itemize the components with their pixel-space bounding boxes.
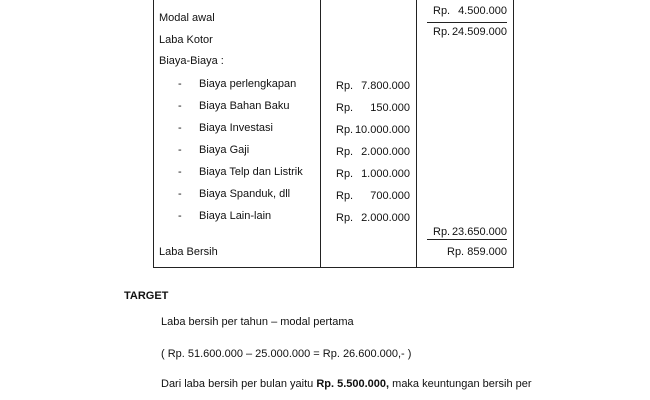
expense-amount: Rp. 7.800.000 bbox=[336, 80, 410, 92]
target-line-3: Dari laba bersih per bulan yaitu Rp. 5.500.000, maka keuntungan bersih per bbox=[161, 378, 532, 390]
table-divider-2 bbox=[416, 0, 417, 268]
bullet-dash: - bbox=[178, 210, 182, 222]
target-line-1: Laba bersih per tahun – modal pertama bbox=[161, 316, 354, 328]
amount-laba-bersih: Rp. 859.000 bbox=[447, 246, 507, 258]
expense-label: Biaya Lain-lain bbox=[199, 210, 272, 222]
bullet-dash: - bbox=[178, 122, 182, 134]
expense-label: Biaya Bahan Baku bbox=[199, 100, 290, 112]
expense-label: Biaya Telp dan Listrik bbox=[199, 166, 303, 178]
expense-amount: Rp. 2.000.000 bbox=[336, 146, 410, 158]
table-border-bottom bbox=[153, 267, 514, 268]
bullet-dash: - bbox=[178, 166, 182, 178]
expense-amount: Rp. 2.000.000 bbox=[336, 212, 410, 224]
expense-amount: Rp. 1.000.000 bbox=[336, 168, 410, 180]
row-label-biaya-biaya: Biaya-Biaya : bbox=[159, 55, 224, 67]
row-label-laba-bersih: Laba Bersih bbox=[159, 246, 218, 258]
amount-total-expenses: Rp. 23.650.000 bbox=[433, 226, 507, 238]
expense-label: Biaya Gaji bbox=[199, 144, 250, 156]
bullet-dash: - bbox=[178, 78, 182, 90]
expense-amount: Rp. 150.000 bbox=[336, 102, 410, 114]
expense-label: Biaya Investasi bbox=[199, 122, 273, 134]
total-expenses-underline bbox=[427, 239, 507, 240]
modal-underline bbox=[427, 22, 507, 23]
row-label-modal-awal: Modal awal bbox=[159, 12, 215, 24]
amount-modal-awal: Rp. 4.500.000 bbox=[433, 5, 507, 17]
expense-amount: Rp. 10.000.000 bbox=[336, 124, 410, 136]
row-label-laba-kotor: Laba Kotor bbox=[159, 34, 213, 46]
bullet-dash: - bbox=[178, 144, 182, 156]
expense-amount: Rp. 700.000 bbox=[336, 190, 410, 202]
table-border-left bbox=[153, 0, 154, 268]
table-divider-1 bbox=[320, 0, 321, 268]
section-title-target: TARGET bbox=[124, 290, 169, 302]
expense-label: Biaya perlengkapan bbox=[199, 78, 297, 90]
amount-laba-kotor: Rp. 24.509.000 bbox=[433, 26, 507, 38]
expense-label: Biaya Spanduk, dll bbox=[199, 188, 291, 200]
target-line-2: ( Rp. 51.600.000 – 25.000.000 = Rp. 26.600.000,- ) bbox=[161, 348, 412, 360]
bullet-dash: - bbox=[178, 100, 182, 112]
bullet-dash: - bbox=[178, 188, 182, 200]
table-border-right bbox=[513, 0, 514, 268]
bold-amount: Rp. 5.500.000, bbox=[316, 378, 390, 390]
